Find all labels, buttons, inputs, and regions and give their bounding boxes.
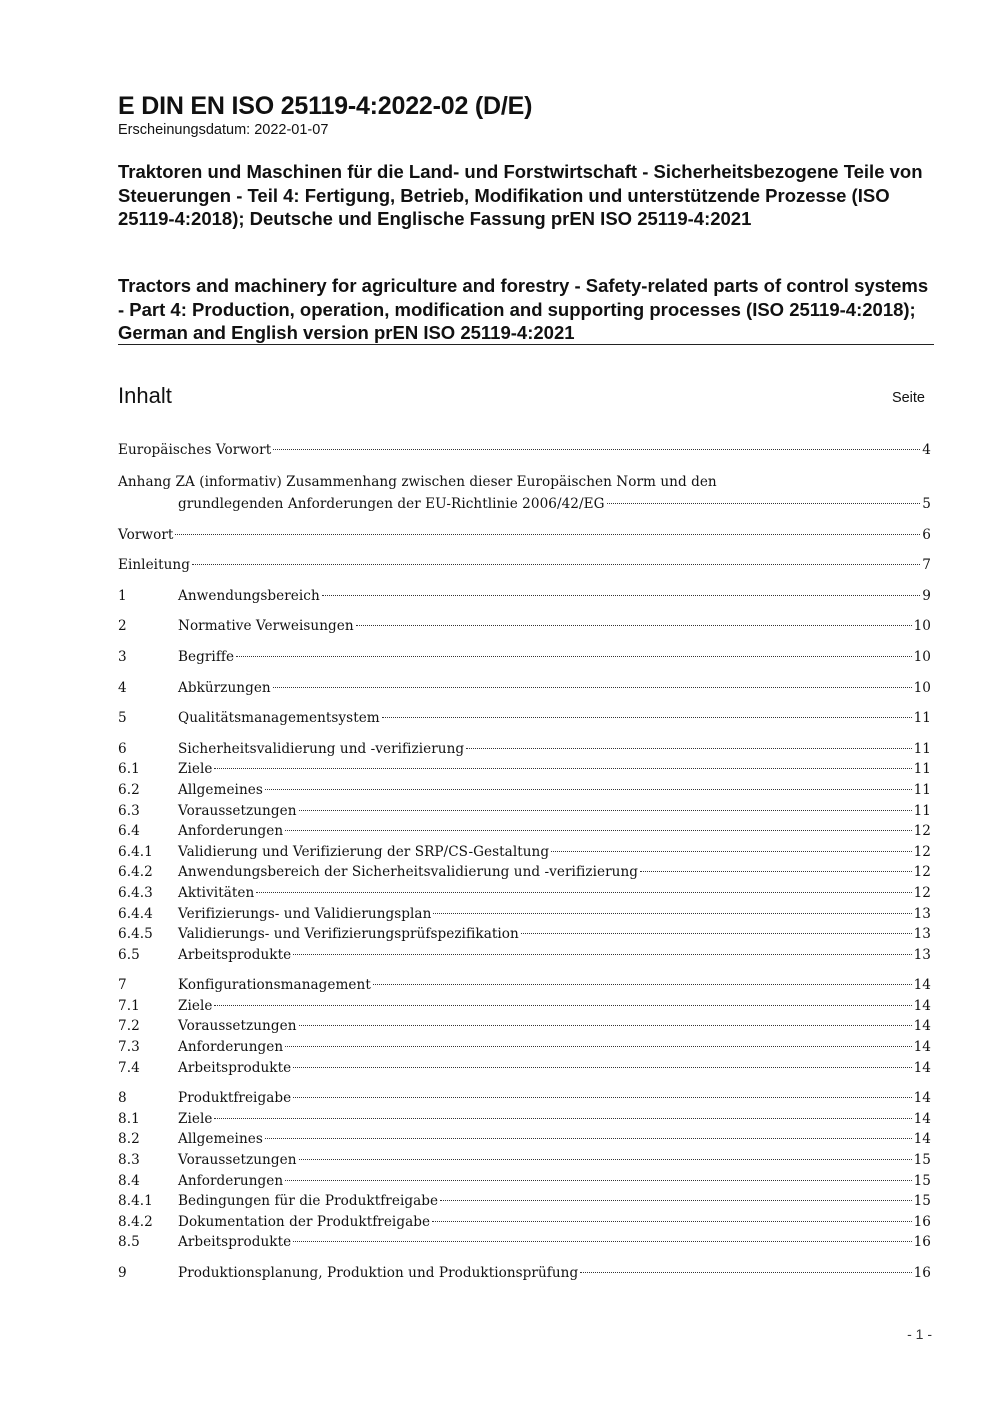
toc-entry-number: 6.4.2 xyxy=(118,864,153,881)
toc-entry-page: 14 xyxy=(913,1131,931,1148)
toc-entry-number: 6.1 xyxy=(118,761,140,778)
toc-entry-page: 16 xyxy=(913,1265,931,1281)
toc-entry[interactable] xyxy=(118,1232,931,1253)
toc-entry-number: 6.4.3 xyxy=(118,884,153,901)
toc-entry-number: 6.2 xyxy=(118,781,140,798)
toc-entry-label: Arbeitsprodukte xyxy=(178,1059,292,1076)
toc-entry-page: 13 xyxy=(913,926,931,943)
toc-entry-label: Einleitung xyxy=(118,557,190,574)
toc-entry[interactable] xyxy=(118,801,931,822)
toc-entry[interactable] xyxy=(118,1129,931,1150)
toc-entry-label: Produktionsplanung, Produktion und Produktionsprüfung xyxy=(178,1265,579,1281)
toc-entry[interactable] xyxy=(118,996,931,1017)
toc-entry[interactable] xyxy=(118,975,931,996)
toc-leader xyxy=(265,1138,912,1139)
toc-entry-label: Abkürzungen xyxy=(178,679,271,696)
toc-entry-label: Ziele xyxy=(178,761,213,778)
toc-leader xyxy=(265,789,912,790)
toc-entry-label: Qualitätsmanagementsystem xyxy=(178,710,380,727)
toc-leader xyxy=(273,687,912,688)
toc-entry-number: 8.4.2 xyxy=(118,1213,153,1230)
toc-leader xyxy=(256,892,911,893)
toc-entry-page: 12 xyxy=(913,843,931,860)
toc-entry[interactable] xyxy=(118,586,931,607)
toc-entry-page: 14 xyxy=(913,1039,931,1056)
toc-entry-label: Normative Verweisungen xyxy=(178,618,354,635)
toc-entry-number: 8.4 xyxy=(118,1172,140,1189)
toc-entry[interactable] xyxy=(118,1150,931,1171)
toc-leader xyxy=(293,1067,911,1068)
toc-entry-label-continued: grundlegenden Anforderungen der EU-Richtlinie 2006/42/EG xyxy=(178,495,605,512)
toc-entry-number: 6.5 xyxy=(118,946,140,963)
toc-entry-label: Arbeitsprodukte xyxy=(178,1234,292,1251)
toc-entry-label: Anforderungen xyxy=(178,823,284,840)
page-number: - 1 - xyxy=(907,1326,932,1342)
toc-entry-page: 14 xyxy=(913,1018,931,1035)
toc-entry-label: Anhang ZA (informativ) Zusammenhang zwischen dieser Europäischen Norm und den xyxy=(118,473,717,490)
toc-entry-page: 12 xyxy=(913,864,931,881)
toc-leader xyxy=(466,748,911,749)
toc-entry-page: 15 xyxy=(913,1152,931,1169)
toc-entry-number: 8.3 xyxy=(118,1152,140,1169)
toc-entry-page: 11 xyxy=(913,802,931,819)
toc-entry[interactable] xyxy=(118,780,931,801)
toc-leader xyxy=(214,1005,911,1006)
toc-entry-label: Anforderungen xyxy=(178,1172,284,1189)
toc-entry-label: Konfigurationsmanagement xyxy=(178,977,371,994)
toc-entry-label: Ziele xyxy=(178,1110,213,1127)
toc-entry[interactable] xyxy=(118,440,931,461)
toc-entry-page: 14 xyxy=(913,997,931,1014)
toc-leader xyxy=(299,1159,912,1160)
toc-leader xyxy=(293,954,911,955)
toc-entry-annex[interactable] xyxy=(118,471,931,515)
toc-entry-label: Anwendungsbereich xyxy=(178,587,320,604)
toc-entry-number: 6.4.4 xyxy=(118,905,153,922)
toc-entry-label: Aktivitäten xyxy=(178,884,255,901)
toc-entry[interactable] xyxy=(118,555,931,576)
toc-entry[interactable] xyxy=(118,1212,931,1233)
toc-leader xyxy=(293,1097,911,1098)
toc-entry-page: 11 xyxy=(913,761,931,778)
toc-leader xyxy=(382,717,912,718)
toc-entry-page: 14 xyxy=(913,1110,931,1127)
toc-leader xyxy=(521,933,912,934)
toc-entry-page: 13 xyxy=(913,946,931,963)
toc-entry-number: 5 xyxy=(118,710,127,727)
toc-leader xyxy=(299,810,912,811)
document-title: E DIN EN ISO 25119-4:2022-02 (D/E) xyxy=(118,92,533,120)
toc-entry-number: 7.3 xyxy=(118,1039,140,1056)
toc-entry-label: Anwendungsbereich der Sicherheitsvalidierung und -verifizierung xyxy=(178,864,639,881)
toc-leader xyxy=(356,625,912,626)
toc-entry-page: 14 xyxy=(913,1090,931,1107)
toc-entry-number: 1 xyxy=(118,587,127,604)
toc-entry[interactable] xyxy=(118,883,931,904)
toc-entry[interactable] xyxy=(118,647,931,668)
toc-entry[interactable] xyxy=(118,739,931,760)
toc-entry-label: Sicherheitsvalidierung und -verifizierung xyxy=(178,740,465,757)
toc-leader xyxy=(433,913,911,914)
toc-entry-number: 6.4.5 xyxy=(118,926,153,943)
toc-entry-page: 7 xyxy=(922,557,931,574)
toc-entry-page: 16 xyxy=(913,1213,931,1230)
toc-entry-number: 9 xyxy=(118,1265,127,1281)
toc-entry-page: 10 xyxy=(913,679,931,696)
toc-entry-label: Produktfreigabe xyxy=(178,1090,292,1107)
toc-entry-page: 12 xyxy=(913,823,931,840)
toc-leader xyxy=(285,1046,911,1047)
toc-entry-label: Begriffe xyxy=(178,648,235,665)
toc-entry[interactable] xyxy=(118,862,931,883)
toc-entry-label: Dokumentation der Produktfreigabe xyxy=(178,1213,431,1230)
toc-leader xyxy=(285,830,911,831)
toc-leader xyxy=(640,871,912,872)
toc-entry[interactable] xyxy=(118,678,931,699)
toc-entry-page: 16 xyxy=(913,1234,931,1251)
toc-entry-number: 6.4.1 xyxy=(118,843,153,860)
toc-entry-label: Validierungs- und Verifizierungsprüfspezifikation xyxy=(178,926,519,943)
toc-entry[interactable] xyxy=(118,842,931,863)
toc-entry-page: 6 xyxy=(922,526,931,543)
toc-entry-number: 8.1 xyxy=(118,1110,140,1127)
toc-entry-page: 15 xyxy=(913,1172,931,1189)
toc-entry-label: Voraussetzungen xyxy=(178,802,297,819)
toc-entry-number: 6.3 xyxy=(118,802,140,819)
toc-entry-page: 4 xyxy=(922,442,931,458)
toc-entry-number: 7.2 xyxy=(118,1018,140,1035)
toc-entry-number: 7 xyxy=(118,977,127,994)
toc-entry-number: 8.5 xyxy=(118,1234,140,1251)
toc-leader xyxy=(192,564,920,565)
toc-entry-number: 7.4 xyxy=(118,1059,140,1076)
toc-entry[interactable] xyxy=(118,821,931,842)
toc-leader xyxy=(293,1241,911,1242)
toc-entry[interactable] xyxy=(118,1109,931,1130)
toc-entry-number: 6.4 xyxy=(118,823,140,840)
toc-entry-number: 2 xyxy=(118,618,127,635)
title-english: Tractors and machinery for agriculture and forestry - Safety-related parts of control systems - Part 4: Production, operation, modification and supporting processes (ISO 25119-4:2018); German and English version prEN ISO 25119-4:2021 xyxy=(118,275,929,343)
toc-entry-number: 8 xyxy=(118,1090,127,1107)
toc-entry-number: 6 xyxy=(118,740,127,757)
toc-leader xyxy=(273,449,920,450)
toc-entry[interactable] xyxy=(118,1191,931,1212)
toc-entry-page: 10 xyxy=(913,648,931,665)
toc-leader xyxy=(299,1025,912,1026)
toc-leader xyxy=(214,1118,911,1119)
toc-entry[interactable] xyxy=(118,1037,931,1058)
toc-entry-page: 11 xyxy=(913,710,931,727)
toc-entry[interactable] xyxy=(118,1058,931,1079)
toc-entry-number: 3 xyxy=(118,648,127,665)
toc-entry-page: 15 xyxy=(913,1193,931,1210)
toc-entry[interactable] xyxy=(118,708,931,729)
toc-entry-label: Bedingungen für die Produktfreigabe xyxy=(178,1193,439,1210)
toc-entry[interactable] xyxy=(118,525,931,546)
toc-entry-page: 13 xyxy=(913,905,931,922)
toc-entry-page: 9 xyxy=(922,587,931,604)
toc-entry-label: Ziele xyxy=(178,997,213,1014)
toc-entry-page: 10 xyxy=(913,618,931,635)
title-german: Traktoren und Maschinen für die Land- und Forstwirtschaft - Sicherheitsbezogene Teile von Steuerungen - Teil 4: Fertigung, Betrieb, Modifikation und unterstützende Prozesse (ISO 25119-4:2018); Deutsche und Englische Fassung prEN ISO 25119-4:2021 xyxy=(118,161,923,229)
toc-leader xyxy=(285,1180,911,1181)
toc-entry-label: Verifizierungs- und Validierungsplan xyxy=(178,905,432,922)
toc-leader xyxy=(580,1272,911,1273)
toc-leader xyxy=(373,984,912,985)
toc-leader xyxy=(607,503,921,504)
toc-leader xyxy=(432,1221,912,1222)
toc-entry-page: 12 xyxy=(913,884,931,901)
toc-entry-label: Vorwort xyxy=(118,526,174,543)
toc-entry-label: Arbeitsprodukte xyxy=(178,946,292,963)
toc-entry[interactable] xyxy=(118,759,931,780)
toc-entry[interactable] xyxy=(118,924,931,945)
toc-entry[interactable] xyxy=(118,1171,931,1192)
toc-entry-page: 11 xyxy=(913,740,931,757)
toc-leader xyxy=(322,595,921,596)
table-of-contents xyxy=(118,440,931,1284)
toc-entry-label: Allgemeines xyxy=(178,1131,263,1148)
toc-entry[interactable] xyxy=(118,1016,931,1037)
toc-entry-number: 4 xyxy=(118,679,127,696)
toc-entry-page: 14 xyxy=(913,977,931,994)
toc-page-label: Seite xyxy=(891,390,925,406)
toc-entry-label: Anforderungen xyxy=(178,1039,284,1056)
toc-entry[interactable] xyxy=(118,616,931,637)
toc-entry-number: 8.2 xyxy=(118,1131,140,1148)
toc-entry-label: Voraussetzungen xyxy=(178,1152,297,1169)
toc-entry-page: 5 xyxy=(922,495,931,512)
toc-leader xyxy=(175,534,920,535)
toc-entry-number: 7.1 xyxy=(118,997,140,1014)
toc-heading: Inhalt xyxy=(118,383,172,408)
header-divider xyxy=(118,344,934,345)
toc-entry[interactable] xyxy=(118,945,931,966)
toc-entry-label: Voraussetzungen xyxy=(178,1018,297,1035)
toc-entry-label: Validierung und Verifizierung der SRP/CS-Gestaltung xyxy=(178,843,550,860)
toc-entry-label: Allgemeines xyxy=(178,781,263,798)
toc-entry-label: Europäisches Vorwort xyxy=(118,442,272,458)
toc-entry[interactable] xyxy=(118,1088,931,1109)
toc-entry[interactable] xyxy=(118,904,931,925)
toc-leader xyxy=(551,851,911,852)
toc-entry-number: 8.4.1 xyxy=(118,1193,153,1210)
toc-leader xyxy=(236,656,912,657)
publication-date: Erscheinungsdatum: 2022-01-07 xyxy=(118,122,329,138)
toc-entry[interactable] xyxy=(118,1263,931,1284)
toc-leader xyxy=(440,1200,911,1201)
toc-entry-page: 14 xyxy=(913,1059,931,1076)
toc-entry-page: 11 xyxy=(913,781,931,798)
toc-leader xyxy=(214,768,911,769)
